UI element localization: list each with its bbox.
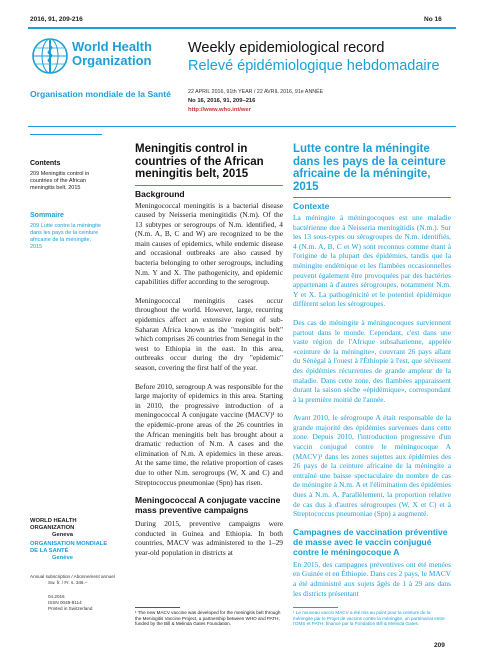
article-en-paragraph: Meningococcal meningitis cases occur throughout the world. However, large, recurring epidemics affect an extensive region of sub-Saharan Africa known as the "meningitis belt" which comprises 26 countries from Senegal in the west to Ethiopia in the east. In this area, outbreaks occur during the dry "epidemic" season, covering the first half of the year. (135, 295, 283, 372)
article-fr-rule (293, 197, 451, 198)
footnote-fr: ¹ Le nouveau vaccin MACV a été mis au point pour la ceinture de la méningite par le Projet de vaccins contre la méningite, un partenariat entre l'OMS et PATH, financé par la Fondation Bill & Melinda Gates. (293, 610, 445, 627)
record-url-link[interactable]: http://www.who.int/wer (188, 107, 251, 113)
article-fr (293, 143, 451, 598)
who-en-line-2: ORGANIZATION (30, 525, 75, 531)
issn: ISSN 0049-8114 (48, 600, 82, 605)
contents-item-en[interactable]: 209 Meningitis control in countries of the African meningitis belt, 2015 (30, 171, 90, 191)
who-fr-line-2: DE LA SANTÉ (30, 548, 69, 554)
issue-date: 04.2016 (48, 594, 65, 599)
contents-item-fr[interactable]: 209 Lutte contre la méningite dans les pays de la ceinture africaine de la méningite, 2015 (30, 223, 101, 250)
who-fr-line-1: ORGANISATION MONDIALE (30, 541, 108, 547)
subscription-label: Annual subscription / Abonnement annuel (30, 574, 115, 579)
article-en-title: Meningitis control in countries of the African meningitis belt, 2015 (135, 143, 264, 180)
article-fr-paragraph: Avant 2010, le sérogroupe A était responsable de la grande majorité des épidémies survenues dans cette zone. Depuis 2010, l'introduction progressive d'un vaccin conjugué contre le méningocoque A (MACV)¹ dans les zones sujettes aux épidémies des 26 pays de la ceinture africaine de la méningite a entraîné une baisse spectaculaire du nombre de cas de méningite à N.m. A et l'élimination des épidémies dues à N.m. A. Parallèlement, la proportion relative de cas dus à d'autres sérogroupes (W, X et C) et à Streptococcus pneumoniae (Spn) a augmenté. (293, 413, 451, 519)
record-title-fr: Relevé épidémiologique hebdomadaire (188, 58, 440, 74)
footnote-en: ¹ The new MACV vaccine was developed for the meningitis belt through the Meningitis Vaccine Project, a partnership between WHO and PATH, funded by the Bill & Melinda Gates Foundation. (135, 610, 281, 627)
header-right-ref: No 16 (424, 16, 442, 23)
org-name-fr: Organisation mondiale de la Santé (30, 89, 171, 99)
article-en-paragraph: During 2015, preventive campaigns were conducted in Guinea and Ethiopia. In both countries, MACV was administered to the 1–29 year-old population in districts at (135, 519, 283, 557)
header-left-ref: 2016, 91, 209-216 (30, 16, 83, 23)
subscription-price: Sw. fr. / Fr. s. 346.– (48, 580, 88, 585)
printed-in: Printed in Switzerland (48, 606, 93, 611)
who-en-city: Geneva (52, 532, 73, 538)
record-issue-line: No 16, 2016, 91, 209–216 (188, 98, 256, 104)
footnote-rule-fr (293, 607, 338, 608)
article-fr-heading-campagnes: Campagnes de vaccination préventive de masse avec le vaccin conjugué contre le méningocoque A (293, 526, 448, 557)
footnote-rule-en (135, 607, 180, 608)
article-fr-paragraph: Des cas de méningite à méningocoques surviennent partout dans le monde. Cependant, c'est dans une vaste région de l'Afrique subsaharienne, appelée «ceinture de la méningite», couvrant 26 pays allant du Sénégal à l'ouest à l'Éthiopie à l'est, que sévissent des épidémies récurrentes de grande ampleur de la maladie. Dans cette zone, des flambées apparaissent durant la saison sèche «épidémique», correspondant à la première moitié de l'année. (293, 317, 451, 404)
who-en-line-1: WORLD HEALTH (30, 518, 77, 524)
who-fr-city: Genève (52, 555, 73, 561)
article-en-rule (135, 185, 283, 186)
record-title-en: Weekly epidemiological record (188, 40, 385, 56)
article-fr-title: Lutte contre la méningite dans les pays de la ceinture africaine de la méningite, 2015 (293, 143, 446, 193)
who-emblem-icon (30, 36, 70, 76)
article-en (135, 143, 283, 558)
article-fr-heading-contexte: Contexte (293, 201, 330, 211)
article-en-heading-background: Background (135, 188, 185, 199)
sommaire-heading: Sommaire (30, 212, 64, 219)
article-en-paragraph: Meningococcal meningitis is a bacterial disease caused by Neisseria meningitidis (N.m). Of the 13 subtypes or serogroups of N.m. identified, 4 (N.m. A, B, C and W) are recognized to be the main causes of epidemics, while endemic disease and occasional outbreaks are also caused by bacteria belonging to other serogroups, including N.m. Y and X. The pathogenicity, and epidemic capabilities differ according to the serogroup. (135, 200, 283, 287)
record-date-line: 22 APRIL 2016, 91th YEAR / 22 AVRIL 2016, 91e ANNÉE (188, 89, 324, 95)
org-name-en: World Health Organization (72, 39, 152, 68)
article-en-paragraph: Before 2010, serogroup A was responsible for the large majority of epidemics in this area. Starting in 2010, the progressive introduction of a meningococcal A conjugate vaccine (MACV)¹ to the epidemic-prone areas of the 26 countries in the African meningitis belt has brought about a dramatic reduction of N.m. A cases and the elimination of N.m. A epidemics in these areas. At the same time, the relative proportion of cases due to other N.m. serogroups (W, X and C) and Streptococcus pneumoniae (Spn) has risen. (135, 381, 283, 487)
article-fr-paragraph: En 2015, des campagnes préventives ont été menées en Guinée et en Éthiopie. Dans ces 2 pays, le MACV a été administré aux sujets âgés de 1 à 29 ans dans les districts présentant (293, 559, 451, 598)
article-en-heading-campaigns: Meningococcal A conjugate vaccine mass preventive campaigns (135, 495, 281, 516)
contents-heading: Contents (30, 160, 61, 167)
article-fr-paragraph: La méningite à méningocoques est une maladie bactérienne due à Neisseria meningitidis (N.m.). Sur les 13 sous-types ou sérogroupes de N.m. identifiés, 4 (N.m. A, B, C et W) sont reconnus comme étant à l'origine de la plupart des épidémies, tandis que la méningite endémique et les flambées occasionnelles peuvent également être provoquées par des bactéries appartenant à d'autres sérogroupes, notamment N.m. Y et X. La pathogénicité et le potentiel épidémique diffèrent selon les sérogroupes. (293, 213, 451, 309)
contents-rule (30, 134, 102, 135)
header-rule (28, 27, 456, 29)
page-number: 209 (434, 642, 445, 649)
header-divider (28, 126, 456, 127)
